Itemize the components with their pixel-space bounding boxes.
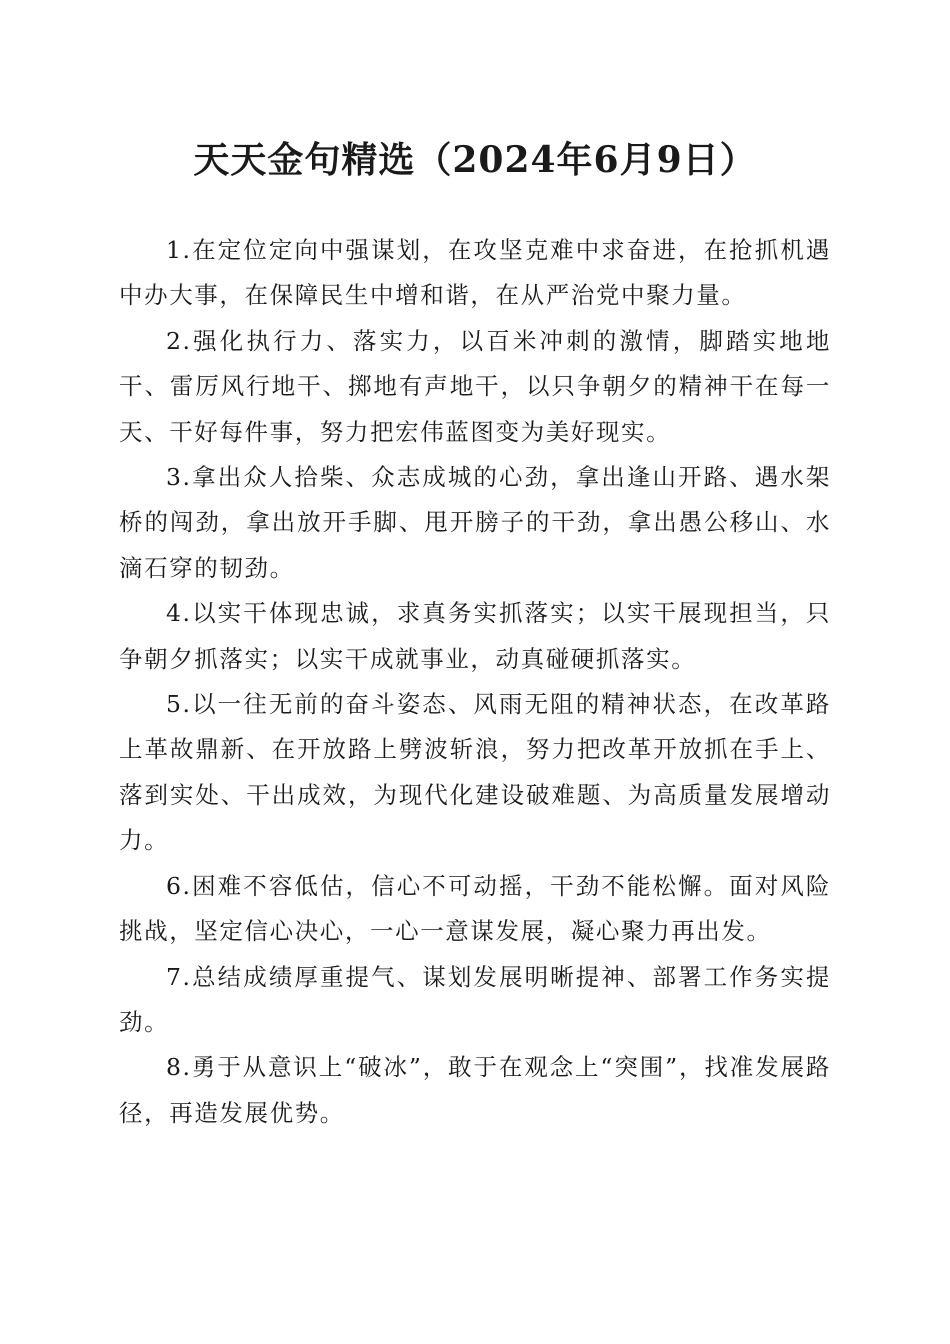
paragraph-6: 6.困难不容低估，信心不可动摇，干劲不能松懈。面对风险挑战，坚定信心决心，一心一意谋发展，凝心聚力再出发。 xyxy=(119,871,831,946)
paragraph-4: 4.以实干体现忠诚，求真务实抓落实；以实干展现担当，只争朝夕抓落实；以实干成就事业，动真碰硬抓落实。 xyxy=(119,599,831,673)
paragraph-2: 2.强化执行力、落实力，以百米冲刺的激情，脚踏实地地干、雷厉风行地干、掷地有声地干，以只争朝夕的精神干在每一天、干好每件事，努力把宏伟蓝图变为美好现实。 xyxy=(119,326,831,446)
paragraph-5: 5.以一往无前的奋斗姿态、风雨无阻的精神状态，在改革路上革故鼎新、在开放路上劈波斩浪，努力把改革开放抓在手上、落到实处、干出成效，为现代化建设破难题、为高质量发展增动力。 xyxy=(119,690,831,855)
document-body xyxy=(119,228,831,1136)
paragraph-3: 3.拿出众人拾柴、众志成城的心劲，拿出逢山开路、遇水架桥的闯劲，拿出放开手脚、甩开膀子的干劲，拿出愚公移山、水滴石穿的韧劲。 xyxy=(119,463,831,582)
paragraph-8: 8.勇于从意识上“破冰”，敢于在观念上“突围”，找准发展路径，再造发展优势。 xyxy=(119,1053,831,1127)
paragraph-7: 7.总结成绩厚重提气、谋划发展明晰提神、部署工作务实提劲。 xyxy=(119,962,831,1036)
paragraph-1: 1.在定位定向中强谋划，在攻坚克难中求奋进，在抢抓机遇中办大事，在保障民生中增和谐，在从严治党中聚力量。 xyxy=(119,236,831,310)
document-title: 天天金句精选（2024年6月9日） xyxy=(193,139,757,181)
